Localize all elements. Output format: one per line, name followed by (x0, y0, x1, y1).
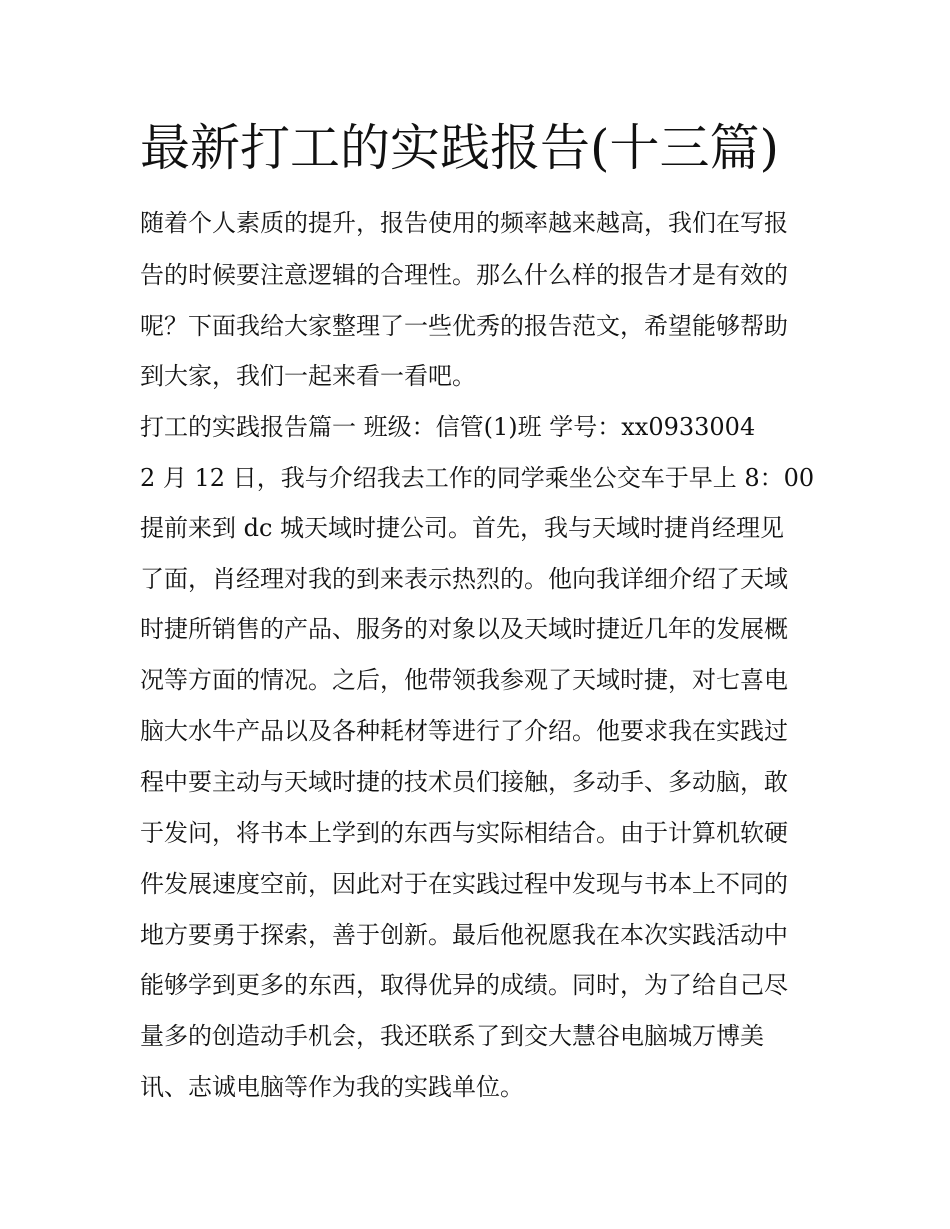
paragraph-line: 呢？下面我给大家整理了一些优秀的报告范文，希望能够帮助 (140, 312, 788, 340)
paragraph-line: 随着个人素质的提升，报告使用的频率越来越高，我们在写报 (140, 209, 788, 237)
document-title: 最新打工的实践报告(十三篇) (140, 119, 780, 177)
paragraph-line: 地方要勇于探索，善于创新。最后他祝愿我在本次实践活动中 (140, 921, 788, 949)
section-heading-line: 打工的实践报告篇一 班级：信管(1)班 学号：xx0933004 (140, 413, 756, 441)
paragraph-line: 了面，肖经理对我的到来表示热烈的。他向我详细介绍了天域 (140, 565, 788, 593)
paragraph-line: 提前来到 dc 城天域时捷公司。首先，我与天域时捷肖经理见 (140, 514, 785, 542)
paragraph-line: 能够学到更多的东西，取得优异的成绩。同时，为了给自己尽 (140, 971, 788, 999)
paragraph-line: 件发展速度空前，因此对于在实践过程中发现与书本上不同的 (140, 870, 788, 898)
paragraph-line: 到大家，我们一起来看一看吧。 (140, 362, 476, 390)
paragraph-line: 程中要主动与天域时捷的技术员们接触，多动手、多动脑，敢 (140, 768, 788, 796)
paragraph-line: 2 月 12 日，我与介绍我去工作的同学乘坐公交车于早上 8：00 (140, 464, 815, 492)
paragraph-line: 时捷所销售的产品、服务的对象以及天域时捷近几年的发展概 (140, 615, 788, 643)
paragraph-line: 况等方面的情况。之后，他带领我参观了天域时捷，对七喜电 (140, 666, 788, 694)
paragraph-line: 告的时候要注意逻辑的合理性。那么什么样的报告才是有效的 (140, 261, 788, 289)
paragraph-line: 量多的创造动手机会，我还联系了到交大慧谷电脑城万博美 (140, 1022, 764, 1050)
paragraph-line: 脑大水牛产品以及各种耗材等进行了介绍。他要求我在实践过 (140, 717, 788, 745)
paragraph-line: 于发问，将书本上学到的东西与实际相结合。由于计算机软硬 (140, 819, 788, 847)
paragraph-line: 讯、志诚电脑等作为我的实践单位。 (140, 1073, 524, 1101)
